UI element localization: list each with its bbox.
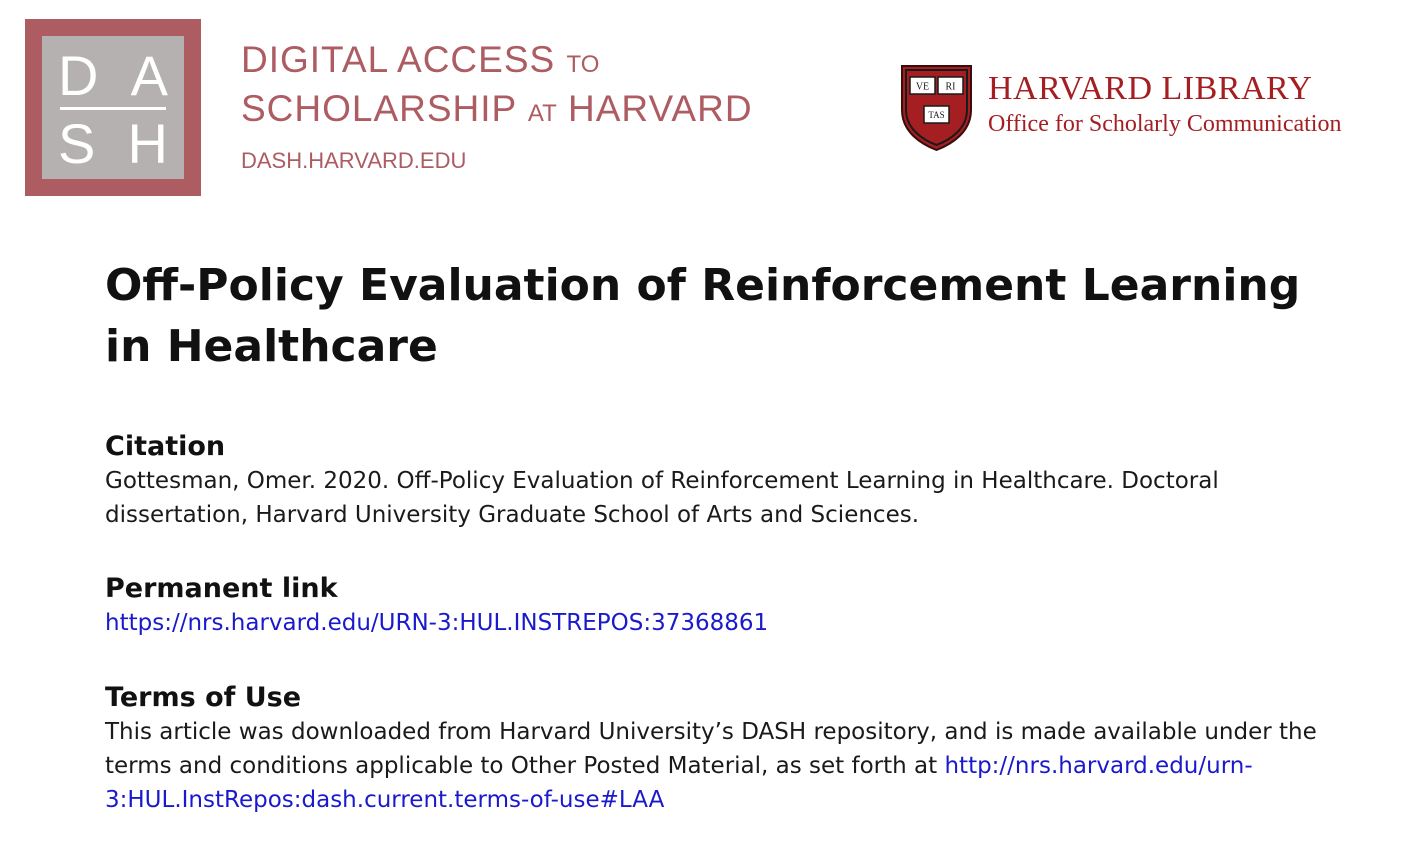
dash-letter-a: A [130, 44, 168, 107]
terms-of-use-link[interactable]: http://nrs.harvard.edu/urn-3:HUL.InstRepos:dash.current.terms-of-use#LAA [105, 753, 1253, 813]
dash-wordmark-at: AT [527, 100, 557, 127]
dash-wordmark-harvard: HARVARD [568, 88, 753, 129]
book-text-ri: RI [945, 81, 956, 93]
terms-of-use-paragraph [105, 715, 1335, 817]
dash-wordmark-to: TO [566, 51, 600, 78]
permanent-link[interactable]: https://nrs.harvard.edu/URN-3:HUL.INSTREPOS:37368861 [105, 610, 769, 636]
harvard-shield-icon [900, 64, 973, 152]
harvard-library-subtitle: Office for Scholarly Communication [988, 111, 1342, 137]
dash-logo-row-bottom [42, 112, 184, 175]
book-text-tas: TAS [928, 110, 945, 120]
dash-logo-letters [42, 36, 184, 179]
terms-of-use-text: This article was downloaded from Harvard University’s DASH repository, and is made available under the terms and conditions applicable to Other Posted Material, as set forth at [105, 719, 1317, 779]
dash-logo-divider [60, 107, 166, 110]
terms-of-use-section [105, 681, 1335, 817]
dash-letter-s: S [58, 112, 96, 175]
citation-section [105, 430, 1335, 532]
harvard-library-wordmark [988, 70, 1341, 140]
permanent-link-heading: Permanent link [105, 573, 338, 604]
dash-url: DASH.HARVARD.EDU [241, 148, 467, 173]
dash-wordmark-digital-access: DIGITAL ACCESS [241, 39, 556, 80]
dash-wordmark-line2 [241, 87, 753, 136]
book-text-ve: VE [915, 81, 930, 93]
citation-text: Gottesman, Omer. 2020. Off-Policy Evaluation of Reinforcement Learning in Healthcare. Doctoral dissertation, Harvard University Graduate School of Arts and Sciences. [105, 468, 1219, 528]
dash-wordmark [241, 38, 753, 174]
permanent-link-paragraph [105, 606, 1335, 640]
dash-letter-h: H [127, 112, 168, 175]
dash-logo-row-top [42, 44, 184, 107]
dash-wordmark-scholarship: SCHOLARSHIP [241, 88, 517, 129]
terms-of-use-heading: Terms of Use [105, 682, 302, 713]
document-title: Off-Policy Evaluation of Reinforcement Learning in Healthcare [105, 260, 1301, 372]
dash-logo-inner [42, 36, 184, 179]
dash-wordmark-line1 [241, 38, 753, 87]
dash-letter-d: D [58, 44, 99, 107]
harvard-library-title: HARVARD LIBRARY [988, 70, 1313, 107]
permanent-link-section [105, 572, 1335, 640]
dash-logo [25, 19, 201, 196]
citation-heading: Citation [105, 431, 226, 462]
